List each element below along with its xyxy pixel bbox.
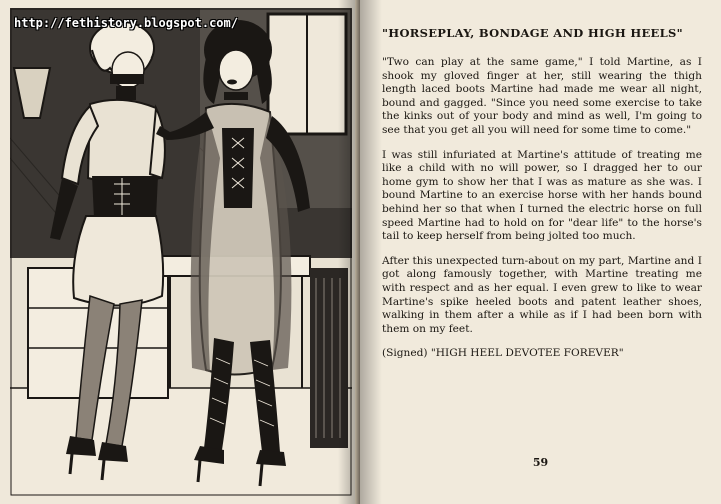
paragraph-2: I was still infuriated at Martine's attitude of treating me like a child with no will power, so I dragged her to our home gym to show her that I was as mature as she was. I bound Martine to an exercise horse with her hands bound behind her so that when I turned the electric horse on full speed Martine had to hold on for "dear life" to the horse's tail to keep herself from being jolted too much. <box>382 148 702 243</box>
page-number: 59 <box>532 456 549 469</box>
watermark-url: http://fethistory.blogspot.com/ <box>14 16 238 30</box>
illustration <box>10 8 352 496</box>
paragraph-1: "Two can play at the same game," I told Martine, as I shook my gloved finger at her, still wearing the thigh length laced boots Martine had made me wear all night, bound and gagged. "Since you need some exercise to take the kinks out of your body and mind as well, I'm going to see that you get all you will need for some time to come." <box>382 56 702 136</box>
paragraph-3: After this unexpected turn-about on my part, Martine and I got along famously together, with Martine treating me with respect and as her equal. I even grew to like to wear Martine's spike heeled boots and patent leather shoes, walking in them after a while as if I had been born with them on my feet. <box>382 254 702 335</box>
left-page <box>0 0 360 504</box>
chapter-title: "HORSEPLAY, BONDAGE AND HIGH HEELS" <box>382 26 683 40</box>
signature-line: (Signed) "HIGH HEEL DEVOTEE FOREVER" <box>382 347 624 360</box>
right-page <box>360 0 721 504</box>
text-block <box>382 26 702 361</box>
